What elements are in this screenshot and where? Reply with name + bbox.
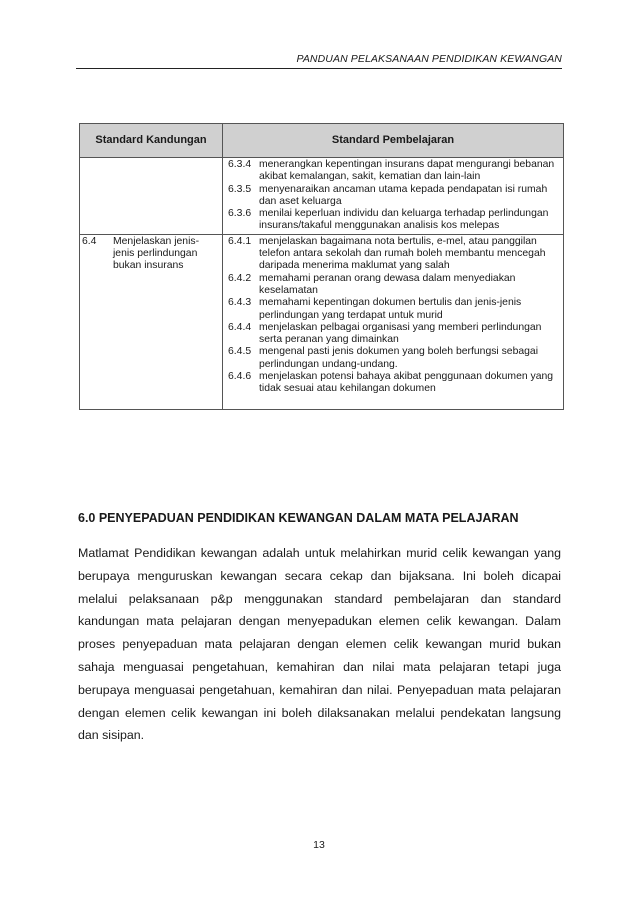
item-text: menerangkan kepentingan insurans dapat mengurangi bebanan akibat kemalangan, sakit, kematian dan lain-lain: [259, 159, 555, 183]
page-number: 13: [313, 839, 325, 851]
item-text: menjelaskan pelbagai organisasi yang memberi perlindungan serta peranan yang dimainkan: [259, 321, 542, 346]
item-number: 6.4.5: [228, 346, 252, 358]
item-text: memahami kepentingan dokumen bertulis dan jenis-jenis perlindungan yang terdapat untuk murid: [259, 297, 522, 321]
kandungan-text: Menjelaskan jenis-jenis perlindungan bukan insurans: [113, 235, 200, 272]
item-text: menjelaskan bagaimana nota bertulis, e-mel, atau panggilan telefon antara sekolah dan rumah boleh membantu mencegah daripada menerima maklumat yang salah: [259, 235, 546, 272]
list-item: [223, 208, 563, 233]
item-number: 6.4.2: [228, 272, 252, 284]
standards-table: [79, 123, 564, 410]
item-number: 6.4.1: [228, 235, 252, 247]
body-paragraph: Matlamat Pendidikan kewangan adalah untuk melahirkan murid celik kewangan yang berupaya menguruskan kewangan secara cekap dan bijaksana. Ini boleh dicapai melalui pelaksanaan p&p menggunakan standard pembelajaran dan standard kandungan mata pelajaran dengan menyepadukan elemen celik kewangan. Dalam proses penyepaduan mata pelajaran dengan elemen celik kewangan murid bukan sahaja menguasai pengetahuan, kemahiran dan nilai mata pelajaran tetapi juga berupaya menguasai pengetahuan, kemahiran dan nilai. Penyepaduan mata pelajaran dengan elemen celik kewangan ini boleh dilaksanakan melalui pendekatan langsung dan sisipan.: [78, 546, 561, 743]
item-number: 6.3.6: [228, 208, 252, 220]
list-item: [223, 371, 563, 396]
list-item: [223, 184, 563, 209]
header-standard-pembelajaran: Standard Pembelajaran: [223, 124, 564, 158]
item-number: 6.4.4: [228, 321, 252, 333]
pembelajaran-cell: [223, 158, 564, 235]
item-text: mengenal pasti jenis dokumen yang boleh berfungsi sebagai perlindungan undang-undang.: [259, 346, 539, 370]
item-number: 6.3.5: [228, 183, 252, 195]
item-text: menyenaraikan ancaman utama kepada pendapatan isi rumah dan aset keluarga: [259, 183, 548, 207]
table-header-row: [80, 124, 564, 158]
item-number: 6.4.3: [228, 297, 252, 309]
table-row: [80, 158, 564, 235]
kandungan-item: [80, 235, 222, 273]
item-text: menjelaskan potensi bahaya akibat penggunaan dokumen yang tidak sesuai atau kehilangan dokumen: [259, 371, 554, 395]
table-row: [80, 234, 564, 409]
list-item: [223, 346, 563, 371]
list-item: [223, 273, 563, 298]
header-standard-kandungan: Standard Kandungan: [80, 124, 223, 158]
list-item: [223, 297, 563, 322]
list-item: [223, 236, 563, 273]
kandungan-cell: [80, 234, 223, 409]
header-divider: [76, 68, 562, 69]
running-header: PANDUAN PELAKSANAAN PENDIDIKAN KEWANGAN: [296, 53, 562, 65]
list-item: [223, 159, 563, 184]
item-number: 6.4.6: [228, 371, 252, 383]
list-item: [223, 322, 563, 347]
pembelajaran-cell: [223, 234, 564, 409]
kandungan-cell-empty: [80, 158, 223, 235]
item-number: 6.3.4: [228, 159, 252, 170]
item-text: menilai keperluan individu dan keluarga terhadap perlindungan insurans/takaful menggunakan analisis kos melepas: [259, 208, 549, 232]
section-heading: 6.0 PENYEPADUAN PENDIDIKAN KEWANGAN DALAM MATA PELAJARAN: [78, 511, 519, 525]
kandungan-number: 6.4: [82, 235, 97, 247]
item-text: memahami peranan orang dewasa dalam menyediakan keselamatan: [259, 272, 516, 296]
